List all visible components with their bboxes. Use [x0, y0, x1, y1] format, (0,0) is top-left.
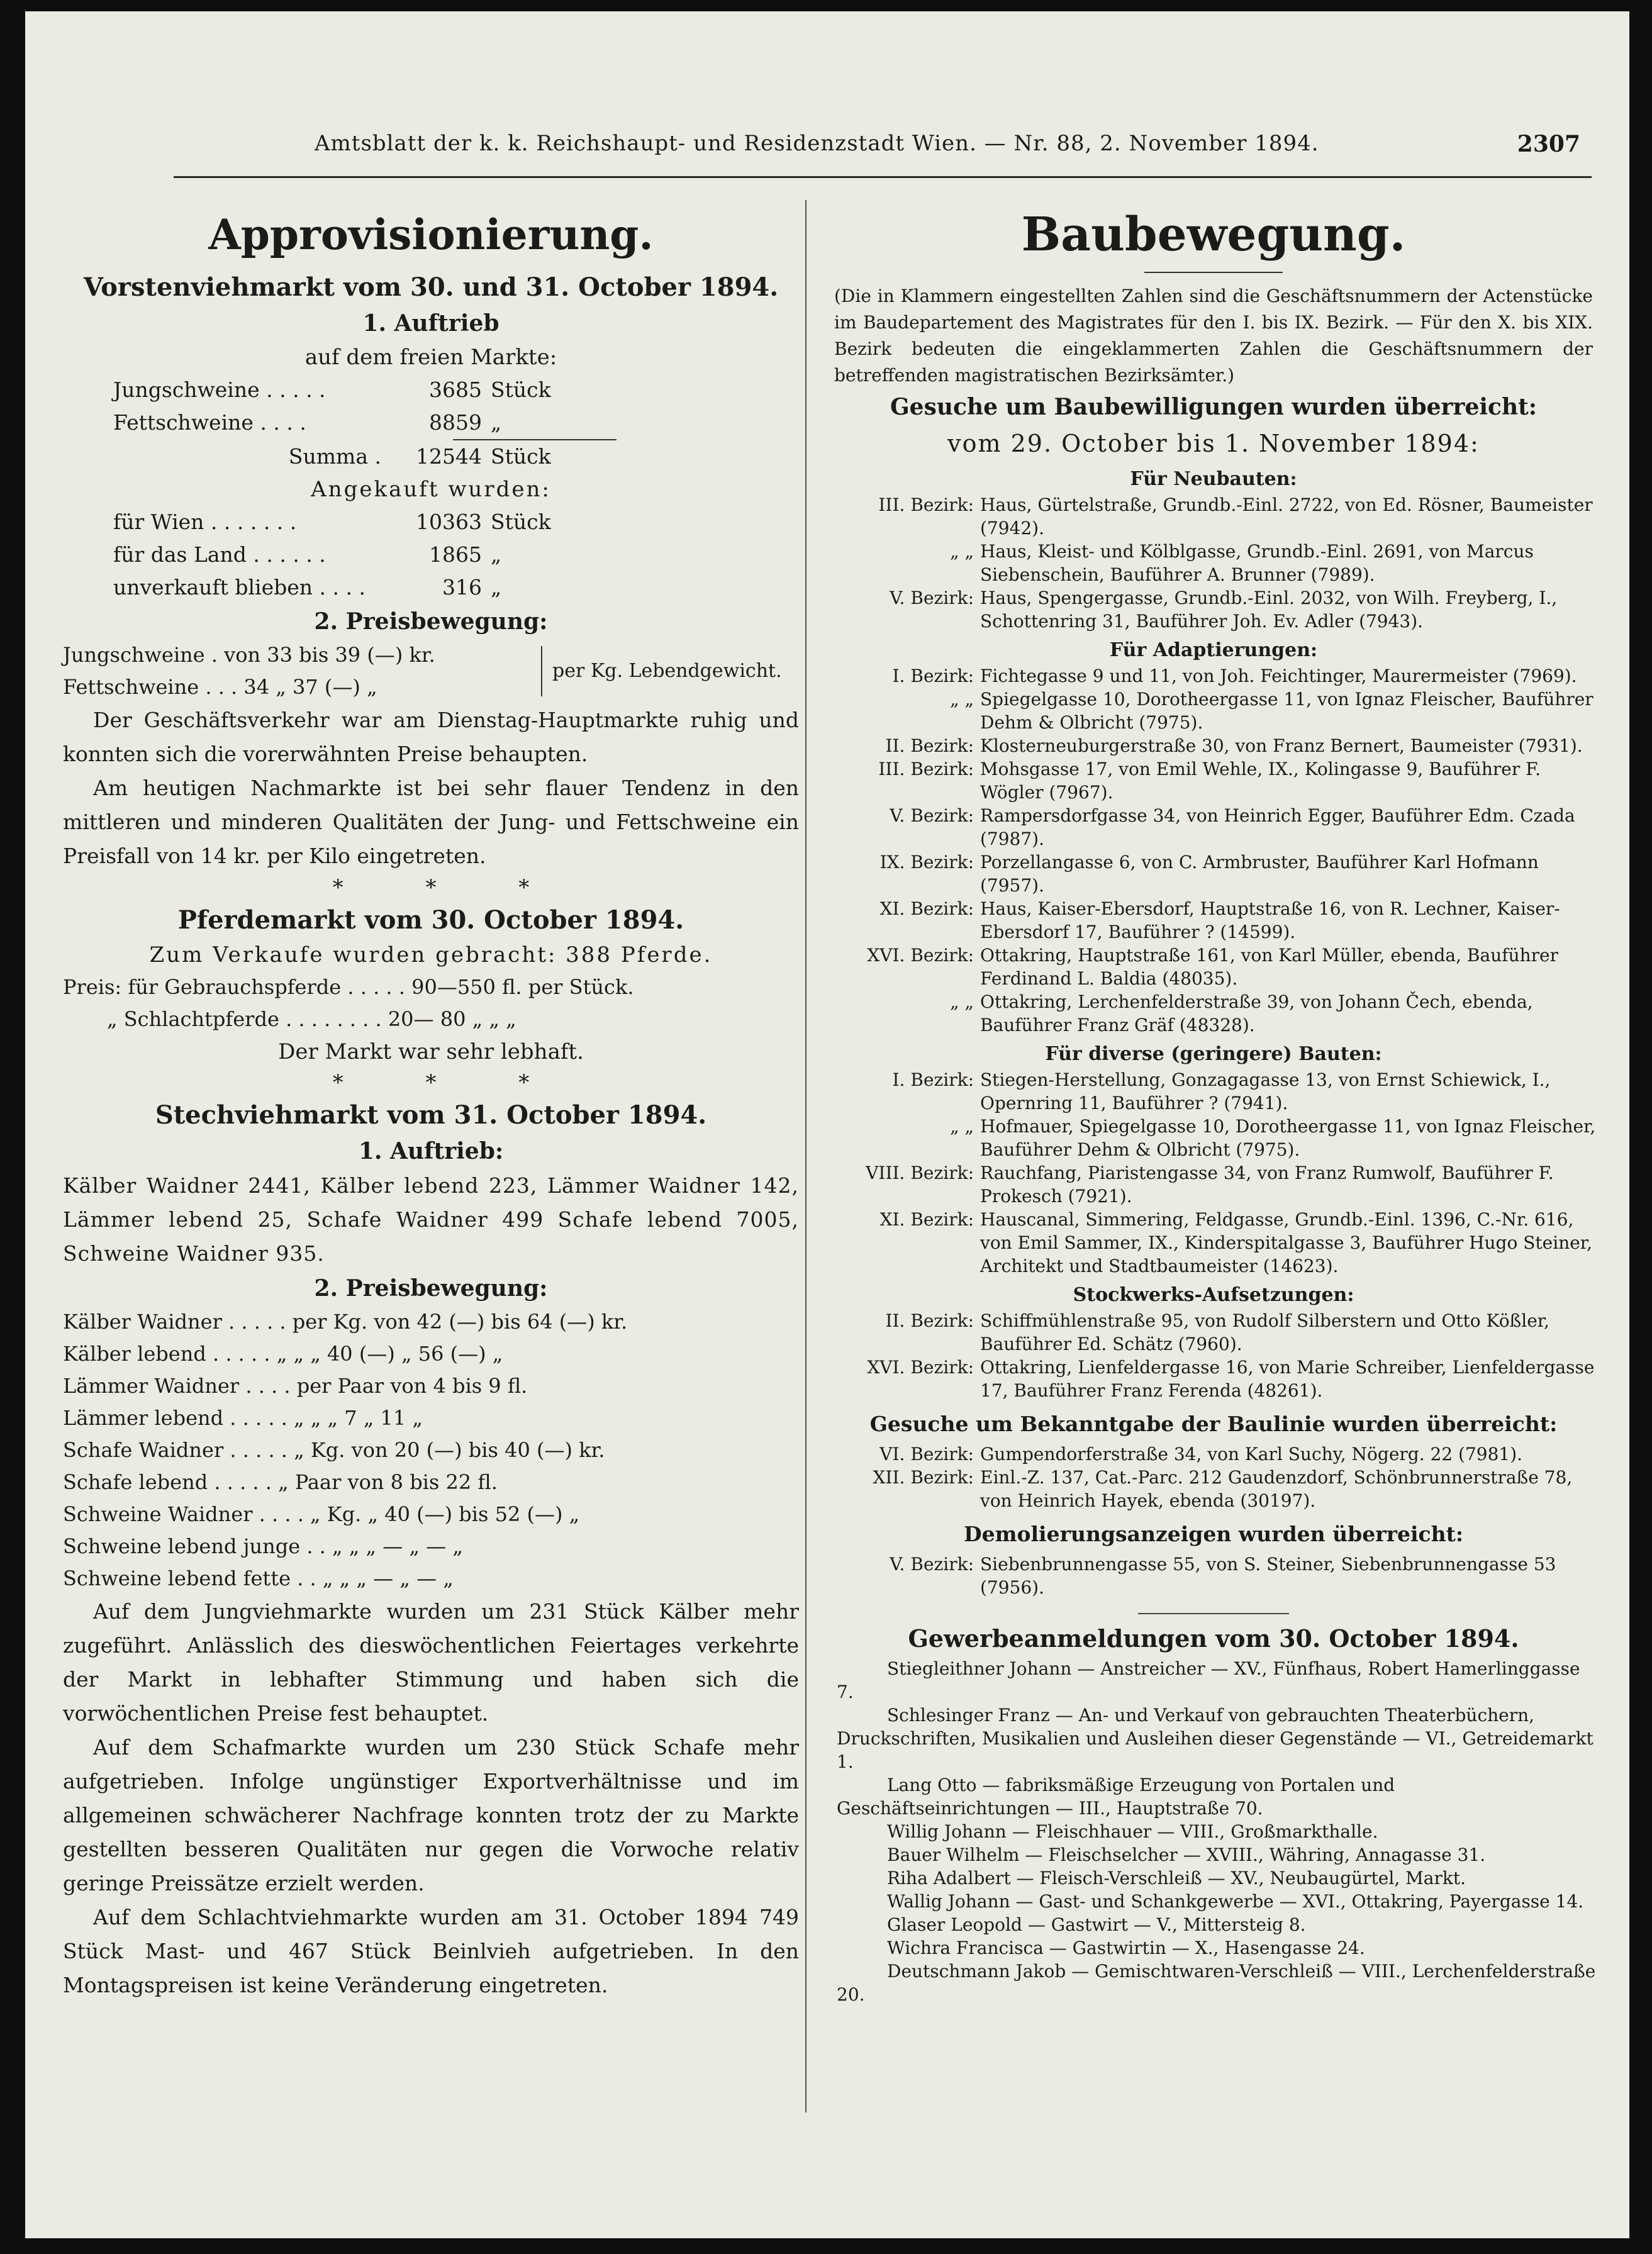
- stech-preis-row: Lämmer lebend . . . . . „ „ „ 7 „ 11 „: [63, 1406, 423, 1430]
- section-separator: * * *: [332, 1070, 567, 1095]
- bezirk-label: „ „: [950, 541, 974, 562]
- paragraph: Auf dem Schafmarkte wurden um 230 Stück Schafe mehr aufgetrieben. Infolge ungünstiger Exportverhältnisse und im allgemeinen schwächerer Nachfrage konnten trotz der zu Markte gestellten besseren Qualitäten nur gegen die Vorwoche relativ geringe Preissätze erzielt werden.: [63, 1735, 799, 1895]
- entry-text: Porzellangasse 6, von C. Armbruster, Bauführer Karl Hofmann (7957).: [980, 852, 1539, 896]
- paragraph: Am heutigen Nachmarkte ist bei sehr flauer Tendenz in den mittleren und minderen Qualitäten der Jung- und Fettschweine ein Preisfall von 14 kr. per Kilo eingetreten.: [63, 776, 799, 868]
- entry-text: Haus, Gürtelstraße, Grundb.-Einl. 2722, von Ed. Rösner, Baumeister (7942).: [980, 494, 1593, 538]
- bau-entry: [830, 757, 1597, 804]
- preis-row: Fettschweine . . . 34 „ 37 (—) „: [63, 675, 377, 699]
- gewerbe-entry: Deutschmann Jakob — Gemischtwaren-Verschleiß — VIII., Lerchenfelderstraße 20.: [837, 1961, 1596, 2005]
- entry-text: Haus, Spengergasse, Grundb.-Einl. 2032, von Wilh. Freyberg, I., Schottenring 31, Bauführer Joh. Ev. Adler (7943).: [980, 588, 1558, 632]
- left-column: [63, 200, 799, 2002]
- bau-entry: [830, 1309, 1597, 1356]
- bezirk-label: V. Bezirk:: [890, 805, 974, 826]
- row-value: 10363: [416, 510, 482, 534]
- row-unit: Stück: [491, 510, 551, 534]
- bau-entry: [830, 1161, 1597, 1208]
- entry-text: Haus, Kaiser-Ebersdorf, Hauptstraße 16, von R. Lechner, Kaiser-Ebersdorf 17, Bauführer ? (14599).: [980, 898, 1560, 942]
- gewerbe-entry: Willig Johann — Fleischhauer — VIII., Großmarkthalle.: [887, 1821, 1378, 1842]
- section-separator: * * *: [332, 875, 567, 900]
- row-label: unverkauft blieben . . . .: [113, 575, 366, 600]
- vorstenvieh-auftrieb-head: 1. Auftrieb: [362, 310, 500, 337]
- entry-text: Ottakring, Hauptstraße 161, von Karl Müller, ebenda, Bauführer Ferdinand L. Baldia (48035).: [980, 945, 1558, 989]
- pferde-preis-row: Preis: für Gebrauchspferde . . . . . 90—550 fl. per Stück.: [63, 975, 634, 999]
- vorstenvieh-heading: Vorstenviehmarkt vom 30. und 31. October 1894.: [83, 272, 779, 302]
- angekauft-head: Angekauft wurden:: [311, 477, 551, 502]
- bau-entry: [830, 493, 1597, 540]
- summa-label: Summa .: [288, 444, 381, 469]
- entry-text: Fichtegasse 9 und 11, von Joh. Feichtinger, Maurermeister (7969).: [980, 666, 1577, 686]
- entry-text: Hauscanal, Simmering, Feldgasse, Grundb.-Einl. 1396, C.-Nr. 616, von Emil Sammer, IX., Kinderspitalgasse 3, Bauführer Hugo Steiner, Architekt und Stadtbaumeister (14623).: [980, 1209, 1593, 1276]
- entry-text: Hofmauer, Spiegelgasse 10, Dorotheergasse 11, von Ignaz Fleischer, Bauführer Dehm & Olbricht (7975).: [980, 1116, 1596, 1160]
- entry-text: Einl.-Z. 137, Cat.-Parc. 212 Gaudenzdorf, Schönbrunnerstraße 78, von Heinrich Hayek, ebenda (30197).: [980, 1467, 1573, 1511]
- auftrieb-row: [113, 374, 566, 406]
- bezirk-label: „ „: [950, 689, 974, 710]
- bezirk-label: XII. Bezirk:: [873, 1467, 974, 1488]
- entry-text: Stiegen-Herstellung, Gonzagagasse 13, von Ernst Schiewick, I., Opernring 11, Bauführer ? (7941).: [980, 1069, 1551, 1113]
- preis-rows: [63, 639, 541, 703]
- entry-text: Ottakring, Lerchenfelderstraße 39, von Johann Čech, ebenda, Bauführer Franz Gräf (48328).: [980, 991, 1533, 1035]
- stech-preis-row: Schweine Waidner . . . . „ Kg. „ 40 (—) bis 52 (—) „: [63, 1502, 580, 1526]
- header-rule: [174, 176, 1592, 178]
- bekanntgabe-heading: Gesuche um Bekanntgabe der Baulinie wurden überreicht:: [869, 1412, 1558, 1436]
- gewerbe-entry: Wichra Francisca — Gastwirtin — X., Hasengasse 24.: [887, 1938, 1365, 1958]
- vorstenvieh-preis-head: 2. Preisbewegung:: [314, 608, 548, 635]
- paragraph: Der Geschäftsverkehr war am Dienstag-Hauptmarkte ruhig und konnten sich die vorerwähnten Preise behaupten.: [63, 708, 799, 766]
- stockwerks-head: Stockwerks-Aufsetzungen:: [1073, 1284, 1354, 1306]
- row-label: für das Land . . . . . .: [113, 542, 326, 567]
- bau-entry: [830, 540, 1597, 586]
- bau-entry: [830, 944, 1597, 990]
- bezirk-label: XVI. Bezirk:: [867, 1357, 974, 1378]
- gewerbe-entry: Lang Otto — fabriksmäßige Erzeugung von Portalen und Geschäftseinrichtungen — III., Hauptstraße 70.: [837, 1775, 1395, 1819]
- row-unit: „: [491, 542, 502, 567]
- bezirk-label: II. Bezirk:: [885, 735, 974, 756]
- bezirk-label: III. Bezirk:: [878, 494, 974, 515]
- bezirk-label: III. Bezirk:: [878, 759, 974, 779]
- stech-preis-row: Schafe lebend . . . . . „ Paar von 8 bis 22 fl.: [63, 1470, 498, 1494]
- preis-row: Jungschweine . von 33 bis 39 (—) kr.: [63, 643, 435, 667]
- bau-entry: [830, 990, 1597, 1037]
- bezirk-label: VIII. Bezirk:: [866, 1163, 974, 1183]
- entry-text: Spiegelgasse 10, Dorotheergasse 11, von Ignaz Fleischer, Bauführer Dehm & Olbricht (7975).: [980, 689, 1593, 733]
- title-rule: [1144, 272, 1283, 273]
- auftrieb-row: [113, 406, 566, 439]
- bau-entry: [830, 804, 1597, 851]
- entry-text: Gumpendorferstraße 34, von Karl Suchy, Nögerg. 22 (7981).: [980, 1444, 1523, 1465]
- stech-preis-row: Schweine lebend fette . . „ „ „ — „ — „: [63, 1566, 454, 1590]
- section-rule: [1138, 1613, 1289, 1614]
- bezirk-label: IX. Bezirk:: [879, 852, 974, 873]
- gewerbe-entry: Wallig Johann — Gast- und Schankgewerbe — XVI., Ottakring, Payergasse 14.: [887, 1891, 1584, 1912]
- bezirk-label: „ „: [950, 1116, 974, 1137]
- gesuche-heading: Gesuche um Baubewilligungen wurden überreicht:: [890, 394, 1538, 420]
- period-line: vom 29. October bis 1. November 1894:: [947, 430, 1480, 457]
- summa-value: 12544: [416, 444, 482, 469]
- bau-entry: [830, 1442, 1597, 1466]
- stechvieh-heading: Stechviehmarkt vom 31. October 1894.: [155, 1100, 707, 1130]
- vorstenvieh-preis-block: [63, 639, 799, 703]
- entry-text: Schiffmühlenstraße 95, von Rudolf Silberstern und Otto Kößler, Bauführer Ed. Schätz (7960).: [980, 1310, 1549, 1354]
- newspaper-page: [25, 11, 1629, 2238]
- entry-text: Ottakring, Lienfeldergasse 16, von Marie Schreiber, Lienfeldergasse 17, Bauführer Franz Ferenda (48261).: [980, 1357, 1595, 1401]
- bau-entry: [830, 688, 1597, 734]
- bau-entry: [830, 1553, 1597, 1599]
- row-label: Fettschweine . . . .: [113, 410, 306, 435]
- entry-text: Klosterneuburgerstraße 30, von Franz Bernert, Baumeister (7931).: [980, 735, 1583, 756]
- stech-preis-row: Kälber Waidner . . . . . per Kg. von 42 (—) bis 64 (—) kr.: [63, 1310, 628, 1334]
- demolierung-heading: Demolierungsanzeigen wurden überreicht:: [963, 1522, 1464, 1546]
- pferdemarkt-closing: Der Markt war sehr lebhaft.: [278, 1039, 584, 1064]
- row-unit: „: [491, 575, 502, 600]
- row-value: 3685: [429, 377, 482, 402]
- neubauten-head: Für Neubauten:: [1130, 468, 1297, 490]
- bezirk-label: I. Bezirk:: [892, 666, 974, 686]
- stech-preis-row: Kälber lebend . . . . . „ „ „ 40 (—) „ 56 (—) „: [63, 1342, 503, 1366]
- gewerbe-entry: Riha Adalbert — Fleisch-Verschleiß — XV., Neubaugürtel, Markt.: [887, 1868, 1466, 1889]
- bezirk-label: XI. Bezirk:: [879, 1209, 974, 1230]
- adaptierungen-head: Für Adaptierungen:: [1109, 639, 1318, 661]
- bau-entry: [830, 1466, 1597, 1512]
- paragraph: Auf dem Jungviehmarkte wurden um 231 Stück Kälber mehr zugeführt. Anlässlich des dieswöchentlichen Feiertages verkehrte der Markt in lebhafter Stimmung und haben sich die vorwöchentlichen Preise fest behauptet.: [63, 1599, 799, 1726]
- diverse-head: Für diverse (geringere) Bauten:: [1045, 1043, 1382, 1065]
- vorstenvieh-auftrieb-sub: auf dem freien Markte:: [304, 345, 557, 370]
- stechvieh-preis-head: 2. Preisbewegung:: [314, 1275, 548, 1302]
- angekauft-row: [113, 538, 566, 571]
- preis-note: per Kg. Lebendgewicht.: [541, 646, 782, 696]
- entry-text: Rauchfang, Piaristengasse 34, von Franz Rumwolf, Bauführer F. Prokesch (7921).: [980, 1163, 1554, 1207]
- angekauft-row: [113, 506, 566, 538]
- pferdemarkt-heading: Pferdemarkt vom 30. October 1894.: [177, 905, 684, 935]
- row-value: 1865: [429, 542, 482, 567]
- bau-entry: [830, 1115, 1597, 1161]
- bau-entry: [830, 734, 1597, 757]
- entry-text: Siebenbrunnengasse 55, von S. Steiner, Siebenbrunnengasse 53 (7956).: [980, 1554, 1556, 1598]
- row-unit: Stück: [491, 377, 551, 402]
- entry-text: Haus, Kleist- und Kölblgasse, Grundb.-Einl. 2691, von Marcus Siebenschein, Bauführer A. Brunner (7989).: [980, 541, 1534, 585]
- page-number: 2307: [1517, 131, 1580, 157]
- bezirk-label: V. Bezirk:: [890, 588, 974, 608]
- row-label: für Wien . . . . . . .: [113, 510, 297, 534]
- row-label: Jungschweine . . . . .: [113, 377, 326, 402]
- stech-preis-row: Schafe Waidner . . . . . „ Kg. von 20 (—) bis 40 (—) kr.: [63, 1438, 605, 1462]
- gewerbe-entry: Bauer Wilhelm — Fleischselcher — XVIII., Währing, Annagasse 31.: [887, 1844, 1486, 1865]
- stechvieh-auftrieb-text: Kälber Waidner 2441, Kälber lebend 223, Lämmer Waidner 142, Lämmer lebend 25, Schafe Waidner 499 Schafe lebend 7005, Schweine Waidner 935.: [63, 1173, 799, 1266]
- gewerbe-entry: Stiegleithner Johann — Anstreicher — XV., Fünfhaus, Robert Hamerlinggasse 7.: [837, 1658, 1580, 1702]
- bau-entry: [830, 1068, 1597, 1115]
- summa-row: [113, 440, 566, 473]
- stech-preis-row: Schweine lebend junge . . „ „ „ — „ — „: [63, 1534, 463, 1558]
- bezirk-label: XI. Bezirk:: [879, 898, 974, 919]
- bezirk-label: XVI. Bezirk:: [867, 945, 974, 966]
- stech-preis-row: Lämmer Waidner . . . . per Paar von 4 bis 9 fl.: [63, 1374, 528, 1398]
- gewerbe-entry: Glaser Leopold — Gastwirt — V., Mittersteig 8.: [887, 1914, 1306, 1935]
- bezirk-label: II. Bezirk:: [885, 1310, 974, 1331]
- bezirk-label: I. Bezirk:: [892, 1069, 974, 1090]
- row-unit: „: [491, 410, 502, 435]
- baubewegung-title: Baubewegung.: [1021, 208, 1406, 262]
- pferdemarkt-line: Zum Verkaufe wurden gebracht: 388 Pferde.: [149, 942, 713, 968]
- entry-text: Mohsgasse 17, von Emil Wehle, IX., Kolingasse 9, Bauführer F. Wögler (7967).: [980, 759, 1541, 803]
- bezirk-label: V. Bezirk:: [890, 1554, 974, 1575]
- row-value: 8859: [429, 410, 482, 435]
- approvisionierung-title: Approvisionierung.: [208, 210, 654, 259]
- column-divider: [805, 200, 806, 2112]
- running-header: Amtsblatt der k. k. Reichshaupt- und Residenzstadt Wien. — Nr. 88, 2. November 1894.: [315, 131, 1319, 156]
- gewerbe-entry: Schlesinger Franz — An- und Verkauf von gebrauchten Theaterbüchern, Druckschriften, Musikalien und Ausleihen dieser Gegenstände — VI., Getreidemarkt 1.: [837, 1705, 1593, 1772]
- pferde-preis-row: „ Schlachtpferde . . . . . . . . 20— 80 „ „ „: [107, 1007, 516, 1031]
- angekauft-table: [113, 506, 566, 604]
- bau-entry: [830, 1356, 1597, 1402]
- bezirk-label: VI. Bezirk:: [879, 1444, 974, 1465]
- bau-entry: [830, 1208, 1597, 1278]
- auftrieb-table: [113, 374, 566, 473]
- right-column: [830, 200, 1597, 2006]
- paragraph: Auf dem Schlachtviehmarkte wurden am 31. October 1894 749 Stück Mast- und 467 Stück Beinlvieh aufgetrieben. In den Montagspreisen ist keine Veränderung eingetreten.: [63, 1905, 799, 1997]
- bau-entry: [830, 897, 1597, 944]
- bezirk-label: „ „: [950, 991, 974, 1012]
- bau-entry: [830, 851, 1597, 897]
- angekauft-row: [113, 571, 566, 604]
- entry-text: Rampersdorfgasse 34, von Heinrich Egger, Bauführer Edm. Czada (7987).: [980, 805, 1575, 849]
- gewerbe-heading: Gewerbeanmeldungen vom 30. October 1894.: [908, 1624, 1519, 1653]
- stechvieh-auftrieb-head: 1. Auftrieb:: [358, 1138, 504, 1164]
- row-value: 316: [442, 575, 482, 600]
- bau-entry: [830, 664, 1597, 688]
- bau-entry: [830, 586, 1597, 633]
- baubewegung-intro: (Die in Klammern eingestellten Zahlen sind die Geschäftsnummern der Actenstücke im Baudepartement des Magistrates für den I. bis IX. Bezirk. — Für den X. bis XIX. Bezirk bedeuten die eingeklammerten Zahlen die Geschäftsnummern der betreffenden magistratischen Bezirksämter.): [834, 286, 1593, 386]
- summa-unit: Stück: [491, 444, 551, 469]
